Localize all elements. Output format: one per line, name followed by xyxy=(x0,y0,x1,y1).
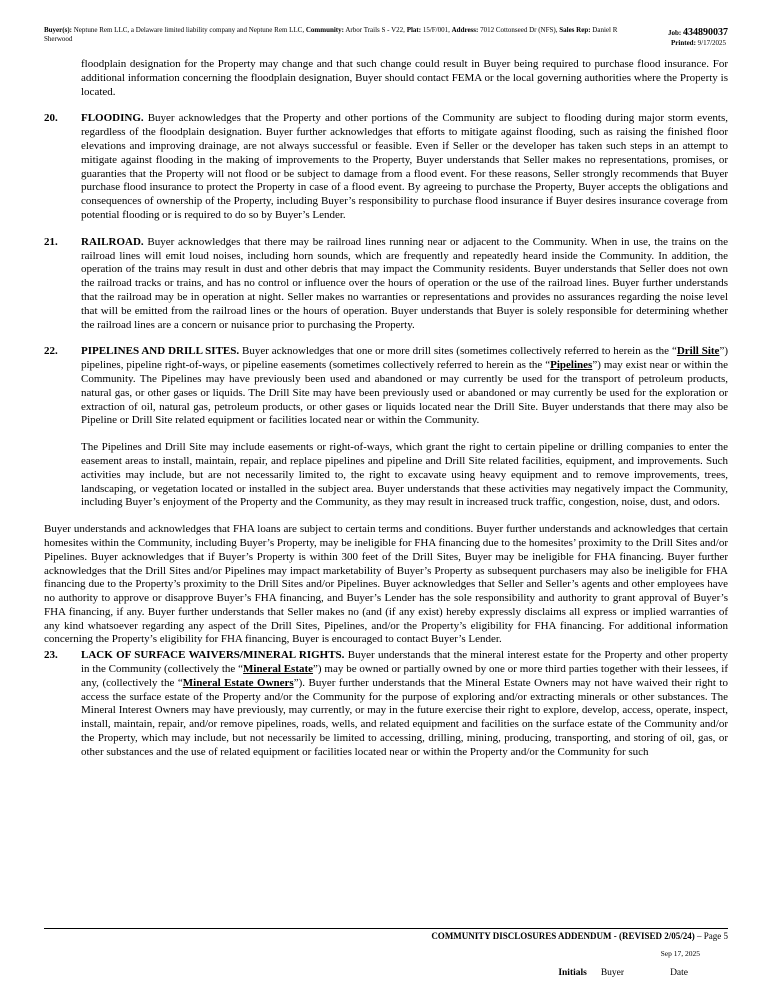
section-number: 21. xyxy=(44,235,58,248)
section-body xyxy=(81,236,728,333)
text-run: Buyer acknowledges that the Property and other portions of the Community are subject to flooding during major storm events, regardless of the floodplain designation. Buyer further acknowledges that efforts to mitigate against flooding, such as raising the finished floor elevations and improving drainage, are not always successful or feasible. Even if Seller or the developer has taken such steps in an attempt to mitigate against flooding in the making of improvements to the Property, Buyer understands that Seller makes no representations, promises, or guaranties that the Property will not flood or be subject to damage from a flood event. For these reasons, Seller strongly recommends that Buyer purchase flood insurance to protect the Property in case of a flood event. By agreeing to purchase the Property, Buyer accepts the obligations and consequences of ownership of the Property, including Buyer’s responsibility to purchase flood insurance if Buyer desires insurance coverage from potential flooding or is required to do so by Buyer’s Lender. xyxy=(81,112,728,221)
job-row xyxy=(668,28,728,39)
initials-label: Initials xyxy=(558,968,587,978)
text-run: RAILROAD. xyxy=(81,235,144,248)
paragraph-block xyxy=(44,58,728,99)
text-run: LACK OF SURFACE WAIVERS/MINERAL RIGHTS. xyxy=(81,649,345,662)
text-run: Drill Site xyxy=(676,345,720,358)
text-run: Mineral Estate Owners xyxy=(182,676,294,689)
footer-page-number: – Page 5 xyxy=(694,931,728,941)
footer-rule xyxy=(44,928,728,929)
paragraph xyxy=(44,523,728,647)
document-header xyxy=(44,26,728,48)
footer-print-date: Sep 17, 2025 xyxy=(660,949,700,958)
paragraph xyxy=(81,441,728,510)
printed-value: 9/17/2025 xyxy=(697,38,727,47)
text-run: Buyer(s): xyxy=(44,26,72,34)
text-run: ”) pipelines, pipeline right-of-ways, or pipeline easements (sometimes collectively referred to herein as the “ xyxy=(81,345,728,372)
paragraph xyxy=(81,345,728,428)
paragraph-block xyxy=(44,523,728,647)
job-label: Job: xyxy=(668,29,683,37)
signature-row xyxy=(44,968,688,978)
text-run: Buyer acknowledges that one or more drill sites (sometimes collectively referred to herein as the “ xyxy=(239,345,677,358)
section-block xyxy=(44,649,728,759)
section-body xyxy=(81,649,728,759)
paragraph xyxy=(81,58,728,99)
section-number xyxy=(44,58,81,99)
text-run: Daniel R Sherwood xyxy=(44,26,618,43)
text-run: FLOODING. xyxy=(81,112,144,125)
text-run: Neptune Rem LLC, a Delaware limited liability company and Neptune Rem LLC, xyxy=(72,26,306,34)
text-run: ”) may be owned or partially owned by one or more third parties together with their lessees, if any, (collectively the “ xyxy=(81,663,728,689)
text-run: Buyer understands and acknowledges that FHA loans are subject to certain terms and conditions. Buyer further understands and acknowledges that certain homesites within the Community, including Buyer’s Property, may be ineligible for FHA financing due to the homesites’ proximity to the Drill Sites and/or Pipelines. Buyer acknowledges that if Buyer’s Property is within 300 feet of the Drill Sites, Buyer may be ineligible for FHA financing. Buyer further acknowledges that the Drill Sites and/or Pipelines may impact marketability of Buyer’s Property as subsequent purchasers may also be ineligible for FHA financing due to the Property’s proximity to the Drill Sites and/or Pipelines. Buyer acknowledges that Seller and Seller’s agents and other employees have no authority to approve or disapprove Buyer’s FHA financing, and Buyer’s Lender has the sole responsibility and authority to grant approval of Buyer’s FHA financing, if any. Buyer further understands that Seller makes no (and (if any exist) hereby expressly disclaims all express or implied warranties of any kind whatsoever regarding any aspect of the Drill Sites, Pipelines, and/or the Property’s eligibility for FHA financing. For additional information concerning the Property’s eligibility for FHA financing, Buyer is encouraged to contact Buyer’s Lender. xyxy=(44,523,728,646)
paragraph xyxy=(81,649,728,759)
section-number: 20. xyxy=(44,112,58,125)
text-run: Arbor Trails S - V22, xyxy=(343,26,407,34)
text-run: PIPELINES AND DRILL SITES. xyxy=(81,345,240,358)
printed-label: Printed: xyxy=(671,38,698,47)
footer-title-bold: COMMUNITY DISCLOSURES ADDENDUM - (REVISED 2/05/24) xyxy=(431,931,695,941)
text-run: ”). Buyer further understands that the Mineral Estate Owners may not have waived their right to access the surface estate of the Property and/or the Community for the purpose of exploring and/or extracting minerals or other substances. The Mineral Interest Owners may have previously, may currently, or may in the future exercise their right to explore, develop, access, operate, inspect, install, maintain, repair, and/or remove pipelines, roads, wells, and related equipment and facilities on the surface estate of the Community and/or the Property, which may include, but not necessarily be limited to accessing, drilling, mining, producing, transporting, and storing of oil, gas, or other substances and the use of related equipment or facilities located near or within the Property and/or the Community for such xyxy=(81,676,728,758)
document-footer xyxy=(44,928,728,978)
section-body xyxy=(81,112,728,222)
text-run: Plat: xyxy=(406,26,422,34)
section-number: 22. xyxy=(44,345,58,358)
date-signature-label: Date xyxy=(670,968,688,978)
text-run: Community: xyxy=(305,26,344,34)
paragraph xyxy=(81,112,728,222)
document-body xyxy=(44,58,728,760)
text-run: Buyer acknowledges that there may be railroad lines running near or adjacent to the Community. When in use, the trains on the railroad lines will emit loud noises, including horn sounds, which are frequently and repeatedly heard inside the Community. In addition, the operation of the trains may result in dust and other debris that may impact the Community residents. Buyer understands that Seller does not own the railroad tracks or trains, and has no control or influence over the hours of operation or the use of the railroad lines. Buyer further understands that the railroad may be in operation at night. Seller makes no warranties or representations and provides no assurances regarding the noise level that will be emitted from the railroad lines or the hours of operation. Buyer understands that Buyer is solely responsible for determining whether the railroad lines are a concern or nuisance prior to purchasing the Property. xyxy=(81,235,728,331)
section-body xyxy=(81,345,728,510)
paragraph xyxy=(81,236,728,333)
text-run: Mineral Estate xyxy=(243,663,314,676)
text-run: 7012 Cottonseed Dr (NFS), xyxy=(478,26,560,34)
text-run: Buyer understands that the mineral interest estate for the Property and other property in the Community (collectively the “ xyxy=(81,649,728,676)
text-run: Address: xyxy=(451,26,479,34)
job-number: 434890037 xyxy=(683,27,728,38)
header-job-info xyxy=(668,26,728,48)
header-parties-info xyxy=(44,26,632,44)
section-block xyxy=(44,112,728,222)
text-run: Sales Rep: xyxy=(559,26,591,34)
printed-row xyxy=(668,39,728,49)
text-run: ”) may exist near or within the Community. The Pipelines may have previously been used and abandoned or may currently be used for the transport of petroleum products, natural gas, or other gases or liquids. The Drill Site may have been previously used or abandoned or may currently be used for the exploration or extraction of oil, natural gas, petroleum products, or other gases or liquids located near the Drill Site. Buyer understands that there may also be Pipeline or Drill Site related equipment or facilities located near or within the Community. xyxy=(81,359,728,427)
text-run: The Pipelines and Drill Site may include easements or right-of-ways, which grant the right to certain pipeline or drilling companies to enter the easement areas to install, maintain, repair, and replace pipelines and pipeline and Drill Site related facilities, equipment, and improvements. Such activities may include, but are not necessarily limited to, the right to excavate using heavy equipment and to remove improvements, trees, landscaping, or vegetation located or installed in the subject area. Buyer understands that these activities may negatively impact the Community, including Buyer’s enjoyment of the Property and the Community, as they may result in increased truck traffic, congestion, noise, dust, and odors. xyxy=(81,441,728,509)
section-number: 23. xyxy=(44,649,58,662)
text-run: floodplain designation for the Property may change and that such change could result in Buyer being required to purchase flood insurance. For additional information concerning the floodplain designation, Buyer should contact FEMA or the local governing authorities where the Property is located. xyxy=(81,58,728,98)
buyer-signature-label: Buyer xyxy=(600,968,625,978)
footer-title xyxy=(44,930,728,942)
text-run: Pipelines xyxy=(550,359,593,372)
section-block xyxy=(44,345,728,510)
text-run: 15/F/001, xyxy=(421,26,452,34)
section-body xyxy=(81,58,728,99)
section-block xyxy=(44,236,728,333)
